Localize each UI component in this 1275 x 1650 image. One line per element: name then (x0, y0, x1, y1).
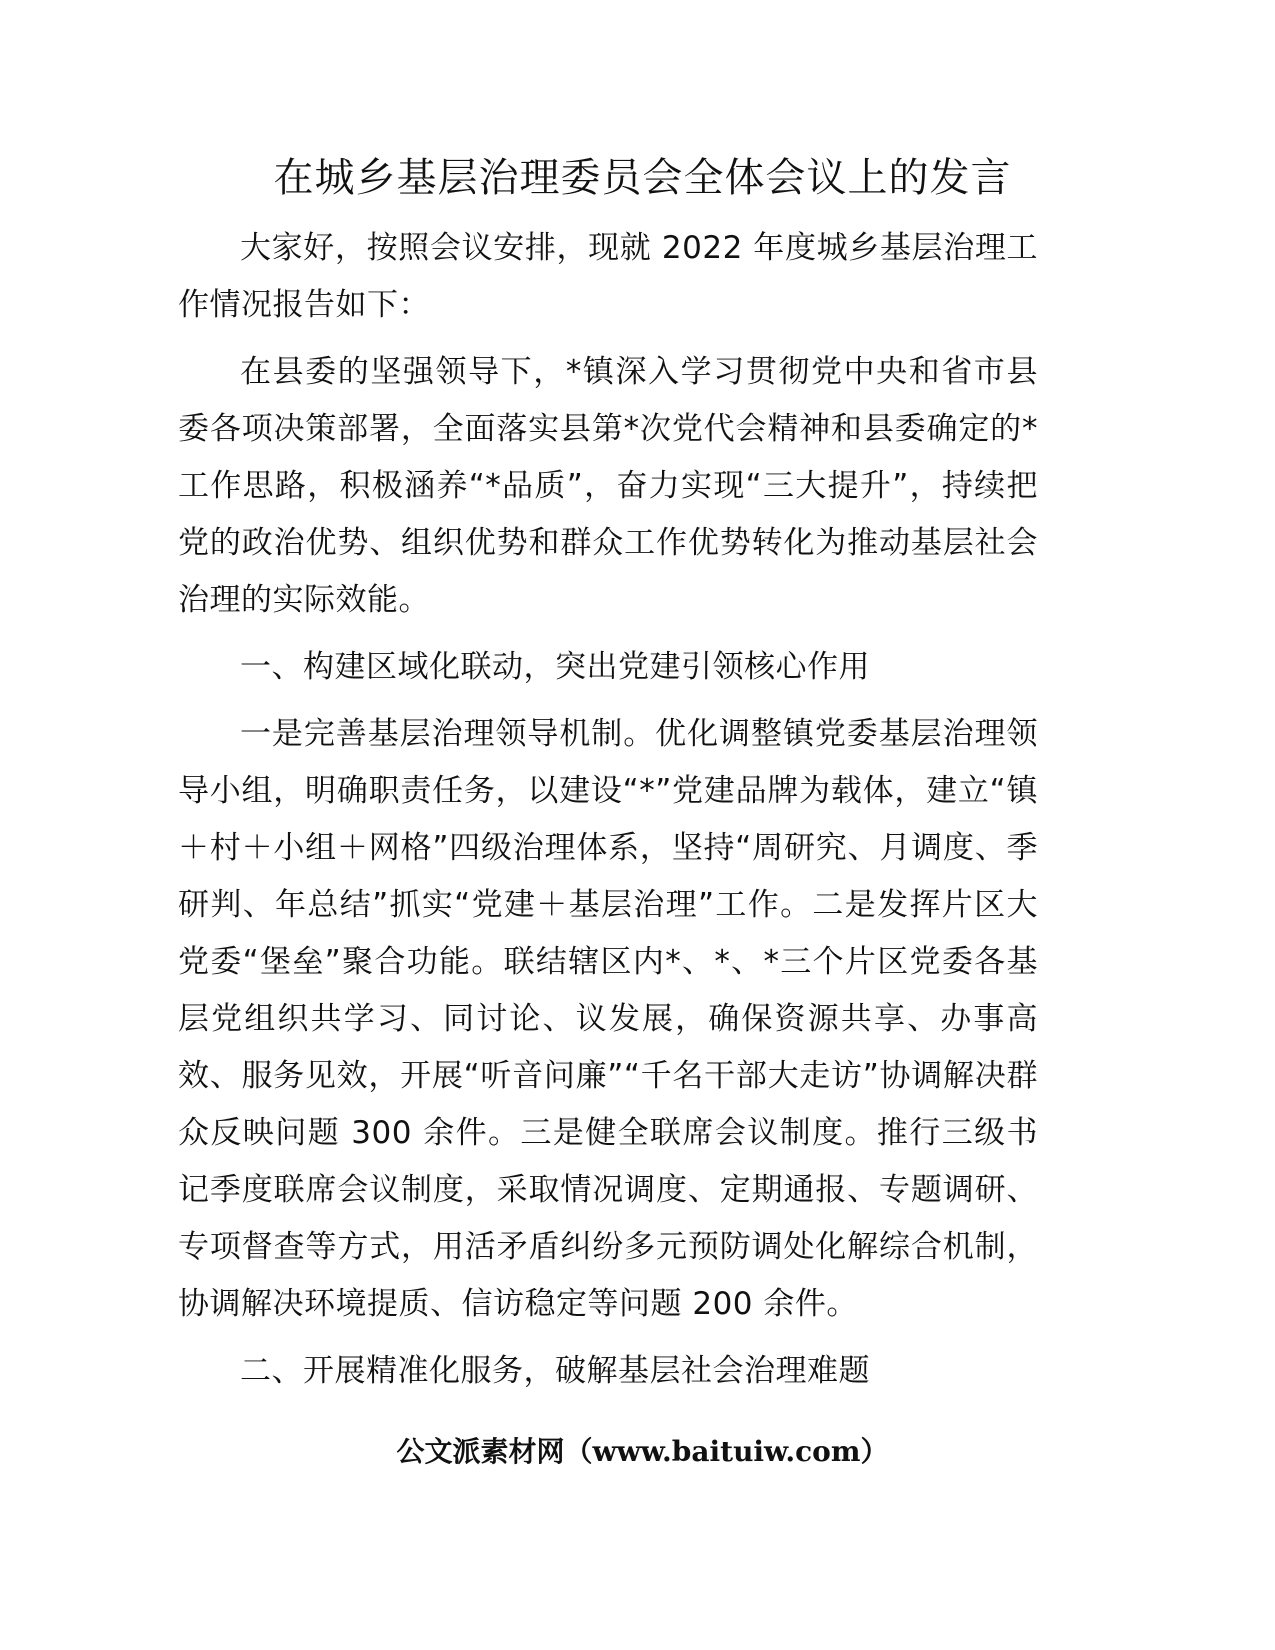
overview-paragraph: 在县委的坚强领导下，*镇深入学习贯彻党中央和省市县委各项决策部署，全面落实县第*次党代会精神和县委确定的*工作思路，积极涵养“*品质”，奋力实现“三大提升”，持续把党的政治优势、组织优势和群众工作优势转化为推动基层社会治理的实际效能。 (178, 354, 1038, 618)
document-title: 在城乡基层治理委员会全体会议上的发言 (273, 155, 1012, 201)
intro-paragraph: 大家好，按照会议安排，现就 2022 年度城乡基层治理工作情况报告如下： (178, 230, 1038, 323)
footer-watermark: 公文派素材网（www.baituiw.com） (396, 1435, 889, 1468)
section-heading-1: 一、构建区域化联动，突出党建引领核心作用 (240, 649, 870, 685)
document-body (178, 220, 1038, 1410)
section-heading-2: 二、开展精准化服务，破解基层社会治理难题 (240, 1353, 870, 1389)
section-1-body: 一是完善基层治理领导机制。优化调整镇党委基层治理领导小组，明确职责任务，以建设“*”党建品牌为载体，建立“镇＋村＋小组＋网格”四级治理体系，坚持“周研究、月调度、季研判、年总结”抓实“党建＋基层治理”工作。二是发挥片区大党委“堡垒”聚合功能。联结辖区内*、*、*三个片区党委各基层党组织共学习、同讨论、议发展，确保资源共享、办事高效、服务见效，开展“听音问廉”“千名干部大走访”协调解决群众反映问题 300 余件。三是健全联席会议制度。推行三级书记季度联席会议制度，采取情况调度、定期通报、专题调研、专项督查等方式，用活矛盾纠纷多元预防调处化解综合机制，协调解决环境提质、信访稳定等问题 200 余件。 (178, 716, 1038, 1322)
